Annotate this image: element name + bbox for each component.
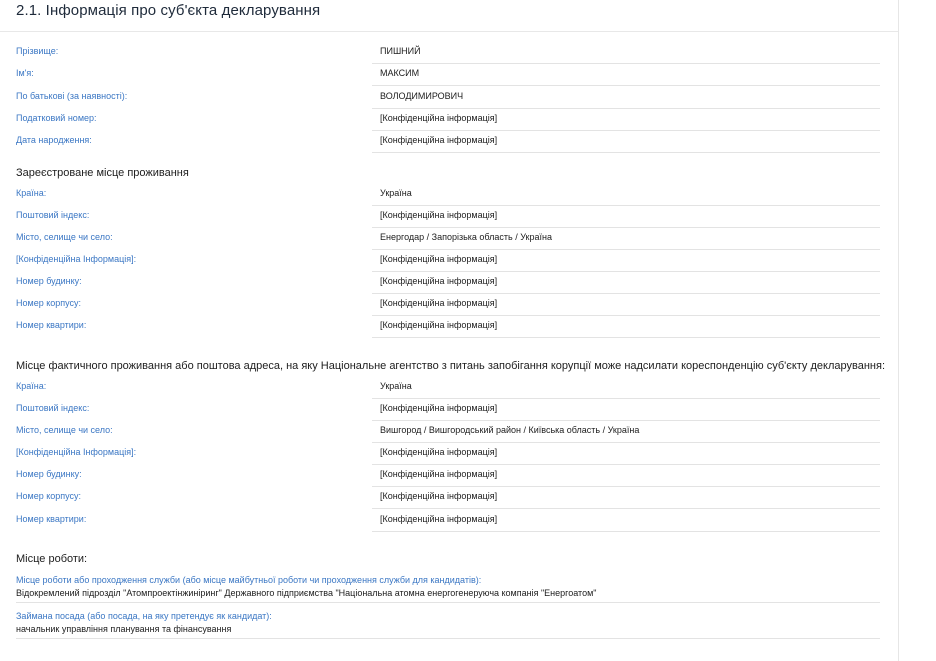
registered-row-house <box>16 272 880 294</box>
section-title: 2.1. Інформація про суб'єкта декларування <box>16 2 321 19</box>
registered-row-city <box>16 228 880 250</box>
field-value: [Конфіденційна інформація] <box>380 469 498 479</box>
actual-row-apartment <box>16 510 880 532</box>
actual-row-postcode <box>16 399 880 421</box>
work-heading: Місце роботи: <box>16 553 88 565</box>
field-value: Україна <box>380 381 412 391</box>
field-value: ПИШНИЙ <box>380 46 421 56</box>
field-label: По батькові (за наявності): <box>16 91 128 101</box>
work-place-value: Відокремлений підрозділ "Атомпроектінжиніринг" Державного підприємства "Національна атомна енергогенеруюча компанія "Енергоатом" <box>16 588 597 598</box>
field-label: Номер будинку: <box>16 276 82 286</box>
row-divider <box>372 508 880 509</box>
actual-row-city <box>16 421 880 443</box>
actual-row-country <box>16 377 880 399</box>
field-row-birth-date <box>16 131 880 153</box>
row-divider <box>372 85 880 86</box>
position-label: Займана посада (або посада, на яку претендує як кандидат): <box>16 611 272 621</box>
field-label: Номер корпусу: <box>16 298 82 308</box>
field-value: Вишгород / Вишгородський район / Київська область / Україна <box>380 425 640 435</box>
field-label: Прізвище: <box>16 46 59 56</box>
field-label: Місто, селище чи село: <box>16 425 113 435</box>
field-value: [Конфіденційна інформація] <box>380 254 498 264</box>
field-label: Номер квартири: <box>16 320 87 330</box>
registered-row-postcode <box>16 206 880 228</box>
row-divider <box>372 152 880 153</box>
field-label: Поштовий індекс: <box>16 210 90 220</box>
registered-row-confidential <box>16 250 880 272</box>
field-label: Країна: <box>16 188 47 198</box>
field-value: [Конфіденційна інформація] <box>380 135 498 145</box>
actual-row-confidential <box>16 443 880 465</box>
title-divider <box>0 31 898 32</box>
field-label: Країна: <box>16 381 47 391</box>
field-value: [Конфіденційна інформація] <box>380 491 498 501</box>
field-value: [Конфіденційна інформація] <box>380 514 498 524</box>
field-value: Україна <box>380 188 412 198</box>
actual-row-building <box>16 487 880 509</box>
actual-row-house <box>16 465 880 487</box>
work-place-block <box>16 575 880 603</box>
field-label: [Конфіденційна Інформація]: <box>16 447 137 457</box>
field-value: [Конфіденційна інформація] <box>380 298 498 308</box>
field-value: МАКСИМ <box>380 68 420 78</box>
row-divider <box>16 638 880 639</box>
field-value: [Конфіденційна інформація] <box>380 113 498 123</box>
field-row-patronymic <box>16 87 880 109</box>
field-label: Номер квартири: <box>16 514 87 524</box>
field-value: [Конфіденційна інформація] <box>380 276 498 286</box>
field-value: ВОЛОДИМИРОВИЧ <box>380 91 464 101</box>
field-value: [Конфіденційна інформація] <box>380 210 498 220</box>
field-value: [Конфіденційна інформація] <box>380 447 498 457</box>
field-label: Податковий номер: <box>16 113 97 123</box>
position-value: начальник управління планування та фінансування <box>16 624 232 634</box>
registered-row-country <box>16 184 880 206</box>
field-row-surname <box>16 42 880 64</box>
field-label: Ім'я: <box>16 68 34 78</box>
row-divider <box>16 602 880 603</box>
field-label: Номер корпусу: <box>16 491 82 501</box>
field-label: Місто, селище чи село: <box>16 232 113 242</box>
field-row-tax-number <box>16 109 880 131</box>
registered-row-building <box>16 294 880 316</box>
field-value: [Конфіденційна інформація] <box>380 403 498 413</box>
field-value: [Конфіденційна інформація] <box>380 320 498 330</box>
registered-address-heading: Зареєстроване місце проживання <box>16 167 189 179</box>
field-label: Поштовий індекс: <box>16 403 90 413</box>
field-value: Енергодар / Запорізька область / Україна <box>380 232 552 242</box>
field-label: Дата народження: <box>16 135 92 145</box>
field-label: [Конфіденційна Інформація]: <box>16 254 137 264</box>
actual-address-heading: Місце фактичного проживання або поштова адреса, на яку Національне агентство з питань запобігання корупції може надсилати кореспонденцію суб'єкту декларування: <box>16 360 885 372</box>
work-place-label: Місце роботи або проходження служби (або місце майбутньої роботи чи проходження служби для кандидатів): <box>16 575 482 585</box>
field-row-name <box>16 64 880 86</box>
registered-row-apartment <box>16 316 880 338</box>
field-label: Номер будинку: <box>16 469 82 479</box>
row-divider <box>372 531 880 532</box>
position-block <box>16 611 880 639</box>
row-divider <box>372 337 880 338</box>
